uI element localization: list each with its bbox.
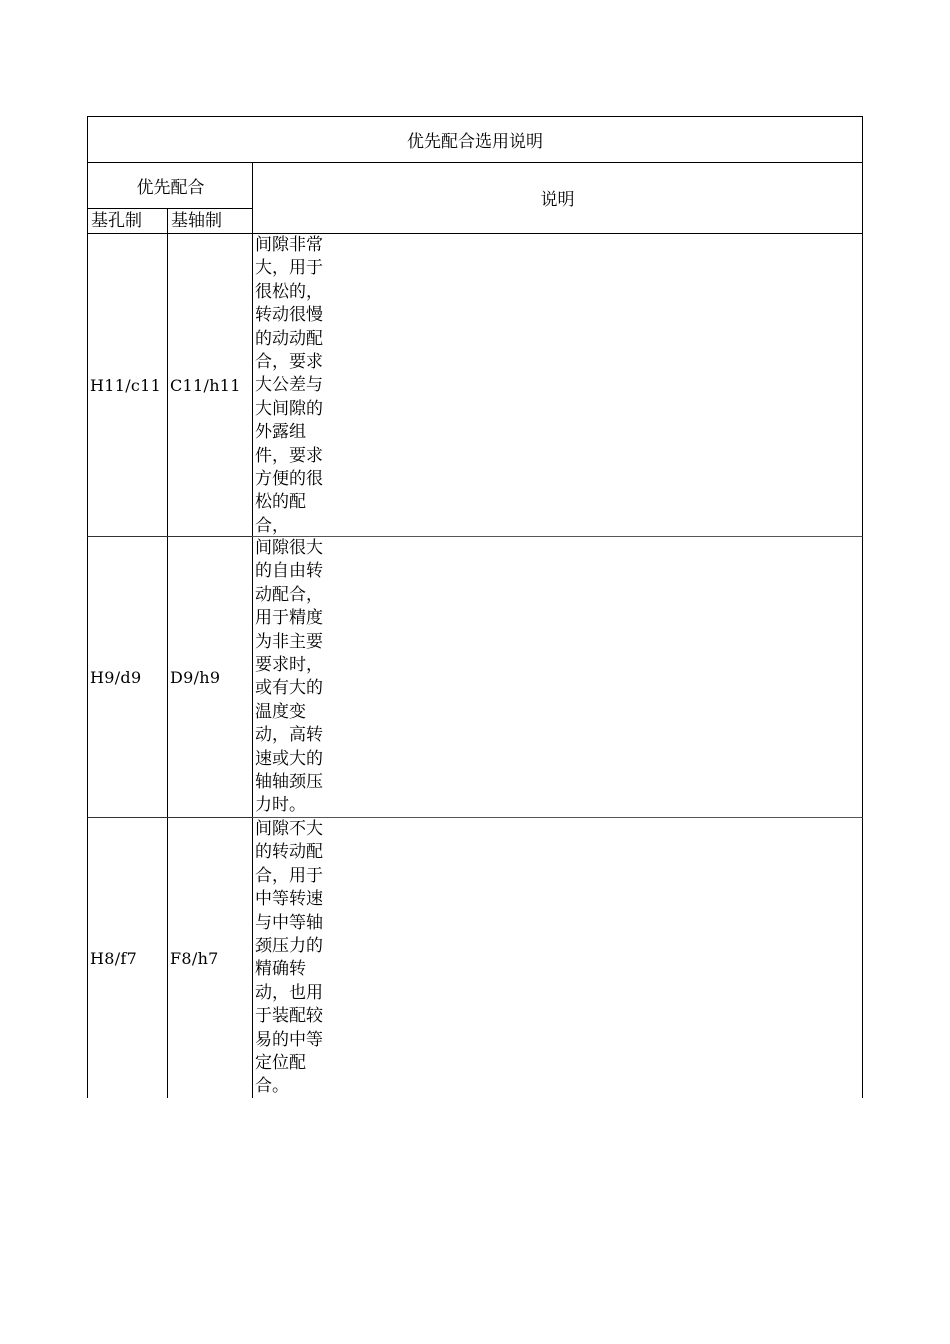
header-description: 说明 bbox=[252, 162, 863, 234]
row-1-hole-fit: H11/c11 bbox=[87, 234, 168, 537]
header-shaft-basis: 基轴制 bbox=[167, 208, 253, 234]
fit-table bbox=[87, 116, 863, 1098]
row-2-description: 间隙很大的自由转动配合，用于精度为非主要要求时，或有大的温度变动，高转速或大的轴轴颈压力时。 bbox=[255, 538, 323, 816]
row-3-description-cell bbox=[252, 818, 863, 1098]
header-hole-basis: 基孔制 bbox=[87, 208, 168, 234]
row-1-description-cell bbox=[252, 234, 863, 537]
header-preferred-fit: 优先配合 bbox=[87, 162, 253, 209]
row-3-shaft-fit: F8/h7 bbox=[167, 818, 253, 1098]
row-3-hole-fit: H8/f7 bbox=[87, 818, 168, 1098]
row-1-shaft-fit: C11/h11 bbox=[167, 234, 253, 537]
row-2-shaft-fit: D9/h9 bbox=[167, 537, 253, 818]
row-2-description-cell bbox=[252, 537, 863, 818]
table-title: 优先配合选用说明 bbox=[87, 116, 863, 163]
row-3-description: 间隙不大的转动配合，用于中等转速与中等轴颈压力的精确转动，也用于装配较易的中等定位配合。 bbox=[255, 819, 323, 1097]
row-1-description: 间隙非常大，用于很松的，转动很慢的动动配合，要求大公差与大间隙的外露组件，要求方便的很松的配合， bbox=[255, 235, 323, 536]
row-2-hole-fit: H9/d9 bbox=[87, 537, 168, 818]
